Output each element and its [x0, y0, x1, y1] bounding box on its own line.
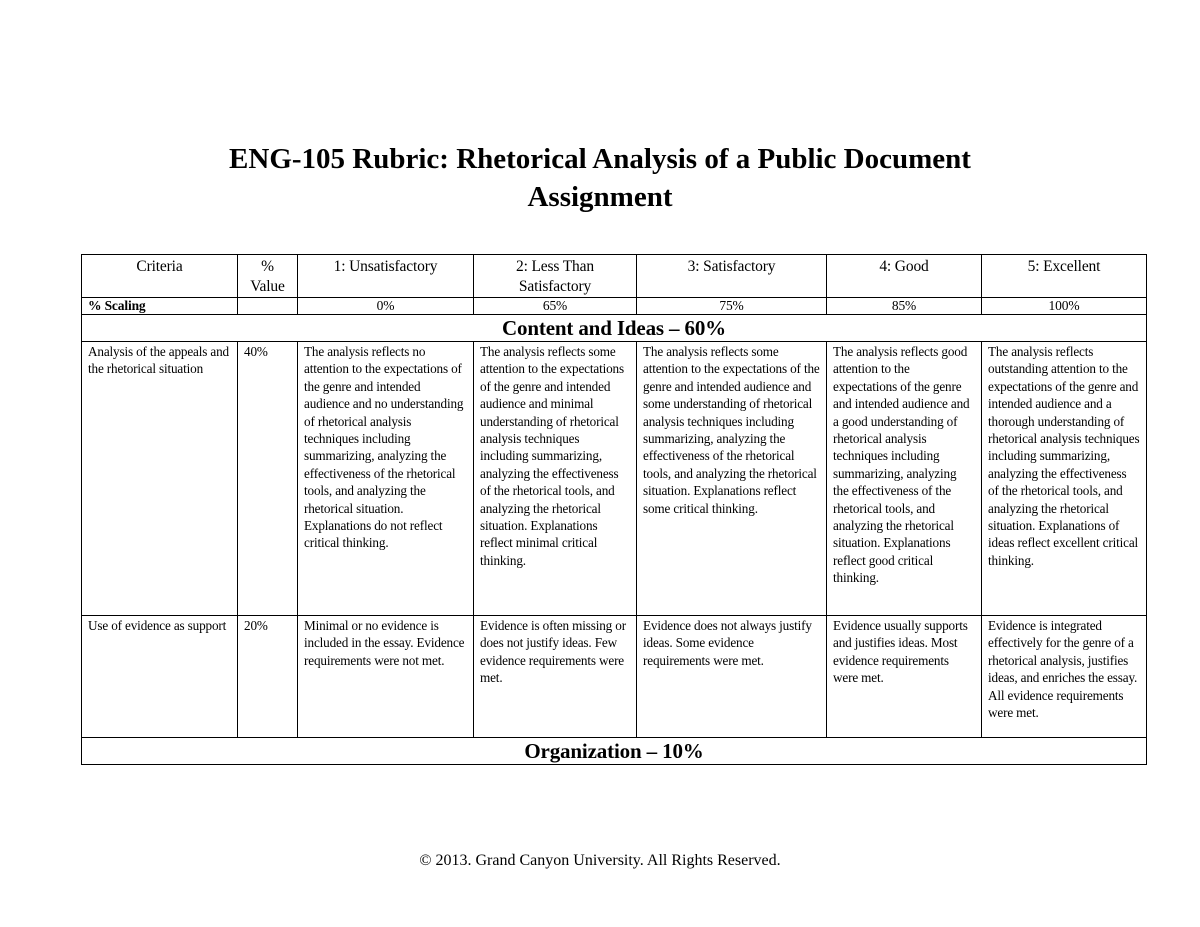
header-good: 4: Good [827, 255, 982, 298]
document-title-line-1: ENG-105 Rubric: Rhetorical Analysis of a Public Document [229, 143, 971, 175]
scaling-label: % Scaling [82, 298, 238, 315]
scaling-unsatisfactory: 0% [298, 298, 474, 315]
less-than-satisfactory-cell: The analysis reflects some attention to the expectations of the genre and intended audience and minimal understanding of rhetorical analysis techniques including summarizing, analyzing the effectiveness of the rhetorical tools, and analyzing the rhetorical situation. Explanations reflect minimal critical thinking. [474, 342, 637, 616]
document-title-line-2: Assignment [527, 181, 673, 213]
section-row-organization [82, 738, 1147, 765]
header-row [82, 255, 1147, 298]
scaling-excellent: 100% [982, 298, 1147, 315]
table-row [82, 342, 1147, 616]
header-criteria: Criteria [82, 255, 238, 298]
section-content-and-ideas: Content and Ideas – 60% [82, 315, 1147, 342]
header-excellent: 5: Excellent [982, 255, 1147, 298]
header-unsatisfactory: 1: Unsatisfactory [298, 255, 474, 298]
section-organization: Organization – 10% [82, 738, 1147, 765]
less-than-satisfactory-cell: Evidence is often missing or does not justify ideas. Few evidence requirements were met. [474, 616, 637, 738]
good-cell: The analysis reflects good attention to the expectations of the genre and intended audience and a good understanding of rhetorical analysis techniques including summarizing, analyzing the effectiveness of the rhetorical tools, and analyzing the rhetorical situation. Explanations reflect good critical thinking. [827, 342, 982, 616]
copyright-footer: © 2013. Grand Canyon University. All Rights Reserved. [419, 852, 781, 869]
unsatisfactory-cell: The analysis reflects no attention to the expectations of the genre and intended audience and no understanding of rhetorical analysis techniques including summarizing, analyzing the effectiveness of the rhetorical tools, and analyzing the rhetorical situation. Explanations do not reflect critical thinking. [298, 342, 474, 616]
table-row [82, 616, 1147, 738]
criteria-cell: Analysis of the appeals and the rhetorical situation [82, 342, 238, 616]
excellent-cell: Evidence is integrated effectively for the genre of a rhetorical analysis, justifies ideas, and enriches the essay. All evidence requirements were met. [982, 616, 1147, 738]
percent-cell: 40% [238, 342, 298, 616]
scaling-satisfactory: 75% [637, 298, 827, 315]
excellent-cell: The analysis reflects outstanding attention to the expectations of the genre and intended audience and a thorough understanding of rhetorical analysis techniques including summarizing, analyzing the effectiveness of the rhetorical tools, and analyzing the rhetorical situation. Explanations of ideas reflect excellent critical thinking. [982, 342, 1147, 616]
document-title [0, 140, 1200, 216]
scaling-row [82, 298, 1147, 315]
section-row-content [82, 315, 1147, 342]
scaling-less-than-satisfactory: 65% [474, 298, 637, 315]
header-percent-value: % Value [238, 255, 298, 298]
good-cell: Evidence usually supports and justifies ideas. Most evidence requirements were met. [827, 616, 982, 738]
rubric-table [81, 254, 1147, 765]
satisfactory-cell: The analysis reflects some attention to the expectations of the genre and intended audience and some understanding of rhetorical analysis techniques including summarizing, analyzing the effectiveness of the rhetorical tools, and analyzing the rhetorical situation. Explanations reflect some critical thinking. [637, 342, 827, 616]
header-satisfactory: 3: Satisfactory [637, 255, 827, 298]
scaling-value-empty [238, 298, 298, 315]
criteria-cell: Use of evidence as support [82, 616, 238, 738]
percent-cell: 20% [238, 616, 298, 738]
scaling-good: 85% [827, 298, 982, 315]
satisfactory-cell: Evidence does not always justify ideas. Some evidence requirements were met. [637, 616, 827, 738]
header-less-than-satisfactory: 2: Less Than Satisfactory [474, 255, 637, 298]
unsatisfactory-cell: Minimal or no evidence is included in the essay. Evidence requirements were not met. [298, 616, 474, 738]
